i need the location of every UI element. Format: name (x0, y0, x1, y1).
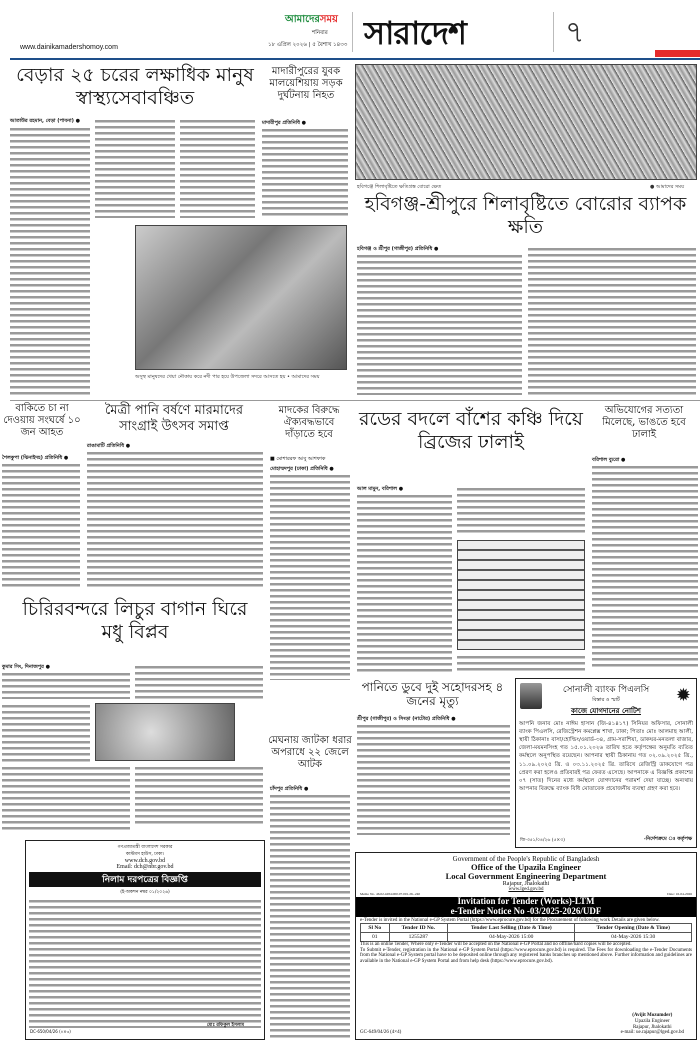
habiganj-photo (355, 64, 697, 180)
article-body (262, 127, 348, 219)
logo-text-2: সময় (319, 14, 338, 25)
article-body (270, 473, 350, 680)
auction-signer: মোঃ রফিকুল ইসলাম (206, 1023, 244, 1028)
habiganj-byline: হবিগঞ্জ ও শ্রীপুর (গাজীপুর) প্রতিনিধি ● (357, 246, 439, 252)
tender-date: Date: 16-04-2026 (667, 891, 692, 896)
tender-title-banner (356, 897, 696, 917)
signer-email[interactable]: e-mail: ue.rajapur@lged.gov.bd (620, 1030, 684, 1036)
article-body (135, 664, 263, 699)
article-body (2, 765, 130, 833)
section-divider (10, 400, 700, 401)
tender-memo: Memo No. 46.02.4284.000.07.001.26-.240 (360, 891, 421, 896)
notice-body: আপনি জনাব মোঃ নাঈম হাসান (জি-৪১৪১৭) সিনিয়র অফিসার, সোনালী ব্যাংক পিএলসি, রেজিস্ট্রেশন কমপ্লেক্স শাখা, ঢাকা; পিতাঃ মোঃ আলমাছ আলী, স্থায়ী ঠিকানাঃ বাসা/হোল্ডিং/ওয়ার্ড-৩৪, গ্রাম-সরাশিয়া, ডাকঘর-মনতলা বাজার, জেলা-ময়মনসিংহ গত ১৫.০১.২০২৬ তারিখ হতে কর্তৃপক্ষের অনুমতি ব্যতিত কর্মস্থলে অনুপস্থিত রয়েছেন। আপনার স্থায়ী ঠিকানায় গত ০২.০৯.২০২৫ খ্রি., ১১.০৯.২০২৫ খ্রি. ও ০৩.১১.২০২৫ খ্রি. তারিখে রেজিস্ট্রি ডাকযোগে পত্র প্রেরণ করা হলেও প্রতিবারই পত্র ফেরত এসেছে। আপনাকে এ বিজ্ঞপ্তি প্রকাশের ০৭ (সাত) দিনের মধ্যে কর্মস্থলে যোগদানের পরামর্শ দেয়া যাচ্ছে। অন্যথায় আপনার বিরুদ্ধে ব্যাংক বিধি মোতাবেক প্রয়োজনীয় ব্যবস্থা গ্রহণ করা হবে। (519, 721, 693, 792)
lead-byline: আতাউর রহমান, বেড়া (পাবনা) ● (10, 118, 80, 124)
signer-place: Rajapur, Jhalokathi (632, 1024, 672, 1030)
page-number: ৭ (565, 15, 585, 50)
article-body (87, 450, 263, 590)
article-body (2, 703, 90, 763)
maitri-byline: রাঙামাটি প্রতিনিধি ● (87, 443, 131, 449)
allegation-headline[interactable]: অভিযোগের সত্যতা মিলেছে, ভাঙতে হবে ঢালাই (602, 405, 686, 440)
bridge-headline[interactable]: রডের বদলে বাঁশের কঞ্চি দিয়ে ব্রিজের ঢালাই (358, 408, 584, 453)
tender-gov: Government of the People's Republic of Bangladesh (452, 855, 600, 863)
tender-title-2: e-Tender Notice No -03/2025-2026/UDF (450, 905, 602, 916)
header-divider (352, 12, 353, 52)
tea-headline[interactable]: বাকিতে চা না দেওয়ায় সংঘর্ষে ১০ জন আহত (3, 403, 81, 438)
article-body (357, 253, 522, 395)
article-body (135, 765, 263, 827)
article-body (457, 654, 585, 674)
newspaper-logo (285, 12, 338, 29)
drowning-headline[interactable]: পানিতে ডুবে দুই সহোদরসহ ৪ জনের মৃত্যু (361, 680, 504, 709)
auction-web[interactable]: www.dch.gov.bd (124, 858, 166, 864)
article-body (270, 793, 350, 1040)
auction-body (29, 898, 261, 1028)
article-body (357, 493, 452, 675)
accent-bar (655, 50, 700, 57)
tender-table (360, 923, 692, 942)
maitri-headline[interactable]: মৈত্রী পানি বর্ষণে মারমাদের সাংগ্রাই উৎসব সমাপ্ত (104, 403, 244, 434)
col-header: Sl No (361, 924, 390, 933)
auction-ref: DC-650/04/26 (৪×৩) (30, 1029, 71, 1034)
article-body (180, 118, 255, 218)
lychee-headline[interactable]: চিরিরবন্দরে লিচুর বাগান ঘিরে মধু বিপ্লব (22, 598, 248, 643)
table-row (361, 933, 692, 942)
auction-notice (25, 840, 265, 1040)
auction-title: নিলাম দরপত্রের বিজ্ঞপ্তি (29, 872, 261, 887)
sonali-bank-notice (515, 678, 697, 848)
madaripur-byline: মাদারীপুর প্রতিনিধি ● (262, 120, 307, 126)
header-rule (10, 58, 700, 60)
article-body (592, 464, 698, 670)
lead-headline[interactable]: বেড়ার ২৫ চরের লক্ষাধিক মানুষ স্বাস্থ্যসেবাবঞ্চিত (16, 64, 254, 109)
madaripur-headline[interactable]: মাদারীপুরের যুবক মালয়েশিয়ায় সড়ক দুর্ঘটনায় নিহত (269, 66, 343, 101)
tender-title-1: Invitation for Tender (Works)-LTM (457, 895, 595, 906)
allegation-byline: বরিশাল ব্যুরো ● (592, 457, 626, 463)
article-body (95, 118, 175, 218)
table-header-row (361, 924, 692, 933)
col-header: Tender Opening (Date & Time) (575, 924, 692, 933)
drugs-headline[interactable]: মাদকের বিরুদ্ধে ঐক্যবদ্ধভাবে দাঁড়াতে হবে (278, 405, 340, 440)
tender-place: Rajapur, Jhalokathi (502, 880, 550, 887)
drugs-byline: মোহাম্মদপুর (ঢাকা) প্রতিনিধি ● (270, 466, 334, 472)
col-header: Tender ID No. (389, 924, 448, 933)
tender-intro: e-Tender is invited in the National e-GP System Portal (https://www.eprocure.gov.bd) for the Procurement of following work Details are given below. (360, 917, 660, 923)
logo-text-1: আমাদের (285, 14, 320, 25)
website-url[interactable]: www.dainikamadershomoy.com (20, 44, 118, 51)
table-cell: 04-May-2026 15:30 (575, 933, 692, 942)
bank-logo-icon: ✹ (675, 685, 691, 706)
notice-title: কাজে যোগদানের নোটিশ (571, 707, 641, 715)
tender-office: Office of the Upazila Engineer (470, 862, 581, 872)
employee-photo (520, 683, 542, 709)
article-body (357, 723, 510, 835)
lychee-photo (95, 703, 235, 761)
notice-signature: -নির্দেশক্রমে ঃ কর্তৃপক্ষ (643, 836, 692, 842)
habiganj-caption: হবিগঞ্জে শিলাবৃষ্টিতে ক্ষতিগ্রস্ত বোরো ক্ষেত (357, 184, 442, 190)
article-body (2, 462, 80, 590)
tender-dept: Local Government Engineering Department (445, 870, 607, 881)
meghna-headline[interactable]: মেঘনায় জাটকা ধরার অপরাধে ২২ জেলে আটক (268, 735, 352, 770)
auction-email[interactable]: Email: dch@nbr.gov.bd (116, 864, 174, 870)
table-cell: 1255287 (389, 933, 448, 942)
signer-name: (Avijit Mozumder) (632, 1013, 673, 1018)
table-cell: 04-May-2026 15:00 (448, 933, 575, 942)
section-title: সারাদেশ (364, 14, 466, 52)
tender-web[interactable]: www.lged.gov.bd (508, 886, 544, 892)
habiganj-headline[interactable]: হবিগঞ্জ-শ্রীপুরে শিলাবৃষ্টিতে বোরোর ব্যাপক ক্ষতি (364, 193, 687, 238)
meghna-byline: চাঁদপুর প্রতিনিধি ● (270, 786, 309, 792)
header-divider (553, 12, 554, 52)
drowning-byline: শ্রীপুর (গাজীপুর) ও সিংড়া (নাটোর) প্রতিনিধি ● (357, 716, 456, 722)
bridge-byline: আল মামুন, বরিশাল ● (357, 486, 404, 492)
habiganj-credit: ● আমাদের সময় (650, 184, 685, 190)
table-cell: 01 (361, 933, 390, 942)
col-header: Tender Last Selling (Date & Time) (448, 924, 575, 933)
article-body (10, 126, 90, 396)
tender-signature-block (621, 1013, 684, 1036)
bank-name: সোনালী ব্যাংক পিএলসি (562, 685, 650, 695)
auction-sub: (ই-অকশন নম্বর ০১/২০২৬) (120, 890, 170, 895)
signer-title: Upazila Engineer (634, 1018, 670, 1024)
auction-office: কাস্টমস হাউস, ঢাকা। (125, 852, 165, 857)
lged-tender-notice (355, 852, 697, 1040)
auction-gov: গণপ্রজাতন্ত্রী বাংলাদেশ সরকার (117, 845, 173, 850)
article-body (457, 486, 585, 536)
date-label: ১৮ এপ্রিল ২০২৬ | ৫ বৈশাখ ১৪৩৩ (268, 42, 348, 48)
lead-photo-boat (135, 225, 347, 370)
lychee-byline: কুমার সিং, দিনাজপুর ● (2, 664, 50, 670)
tea-byline: শৈলকুপা (ঝিনাইদহ) প্রতিনিধি ● (2, 455, 69, 461)
day-label: শনিবার (312, 30, 328, 36)
tender-para-2: To Submit e-Tender, registration in the National e-GP System Portal (https://www.eprocure.gov.bd) is required. The Fees for downloading the e-Tender Documents from the National e-GP System portal have to be deposited online through any registered banks branches up mentioned above. Further information and guidelines are available in the National e-GP System Portal and from help desk (https://www.eprocure.gov.bd). (360, 947, 692, 964)
drugs-author: ■ মোশাররফ আবু আশফাক (270, 456, 326, 462)
article-body (528, 246, 696, 395)
bridge-photo (457, 540, 585, 650)
lead-photo-caption: অসুস্থ মানুষদের খেয়া নৌকায় করে নদী পার হয়ে উপজেলা সদরে আসতে হয় • আমাদের সময় (135, 374, 320, 380)
notice-ref: জি-৩৫১/০৪/২৬ (৫×৩) (520, 838, 565, 843)
bank-tagline: বিস্তার ও স্মার্ট (592, 697, 620, 703)
tender-para-1: This is an online Tender, Where only e-Tender will be accepted on the National e-GP Portal and no offline/hard copies will be accepted. (360, 942, 632, 948)
article-body (2, 671, 130, 699)
tender-ref: GC-649/04/26 (4×4) (360, 1030, 402, 1035)
